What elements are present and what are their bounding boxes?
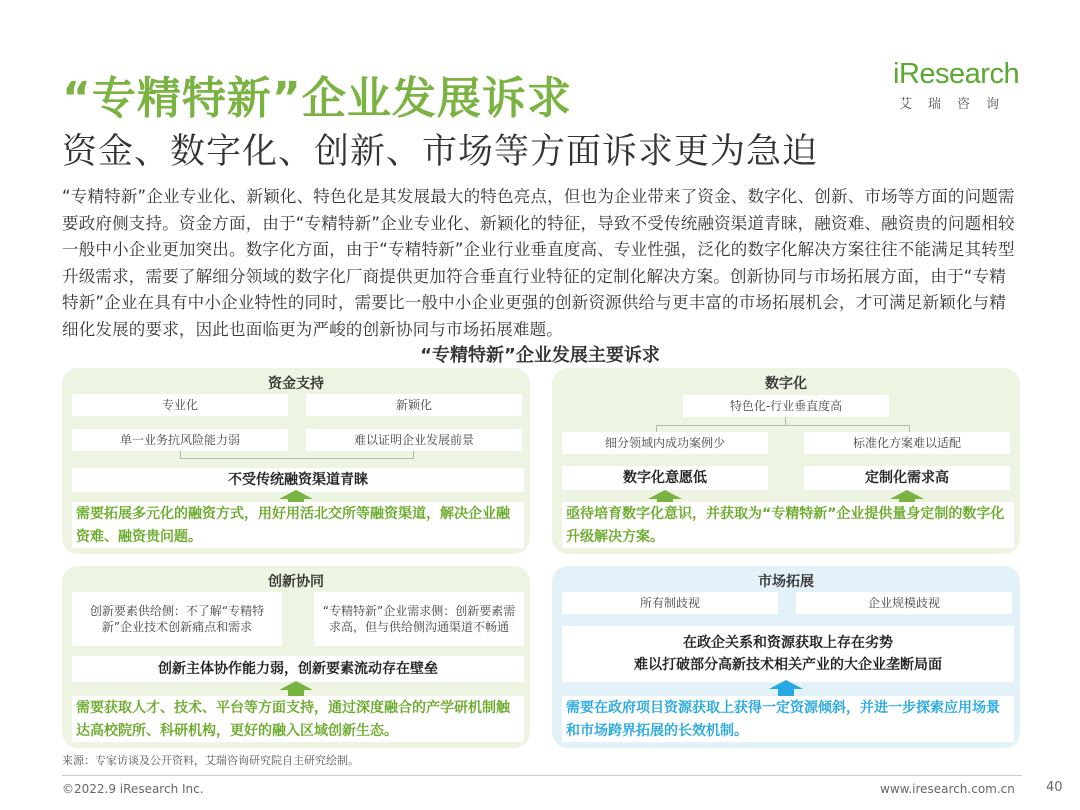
logo-letter-i: i xyxy=(893,58,899,90)
market-note: 需要在政府项目资源获取上获得一定资源倾斜，并进一步探索应用场景和市场跨界拓展的长效机制。 xyxy=(566,700,1000,739)
funding-note-box xyxy=(72,502,524,548)
panel-innovation-title: 创新协同 xyxy=(268,574,324,590)
market-result-box xyxy=(562,626,1014,682)
digital-result-low-willingness: 数字化意愿低 xyxy=(562,466,768,490)
digital-connector-stem xyxy=(785,417,786,425)
panel-innovation xyxy=(62,566,530,748)
funding-result-box: 不受传统融资渠道青睐 xyxy=(72,468,524,492)
market-result-line1: 在政企关系和资源获取上存在劣势 xyxy=(683,632,893,654)
innovation-note: 需要获取人才、技术、平台等方面支持，通过深度融合的产学研机制触达高校院所、科研机构，更好的融入区域创新生态。 xyxy=(76,700,510,739)
funding-box-novelty: 新颖化 xyxy=(306,394,522,416)
logo-chinese: 艾瑞咨询 xyxy=(899,97,1016,112)
panel-digital-title: 数字化 xyxy=(765,376,807,392)
panel-digital xyxy=(552,368,1020,554)
logo-wordmark xyxy=(893,58,1023,91)
panel-funding-title: 资金支持 xyxy=(268,376,324,392)
innovation-result-box: 创新主体协作能力弱，创新要素流动存在壁垒 xyxy=(72,656,524,682)
funding-box-single-business: 单一业务抗风险能力弱 xyxy=(72,429,288,451)
page-subtitle: 资金、数字化、创新、市场等方面诉求更为急迫 xyxy=(62,132,819,172)
funding-connector xyxy=(180,451,414,459)
digital-box-verticality: 特色化-行业垂直度高 xyxy=(683,395,889,417)
panel-funding xyxy=(62,368,530,554)
digital-connector-top xyxy=(656,425,910,432)
funding-box-prospect: 难以证明企业发展前景 xyxy=(306,429,522,451)
footer-divider xyxy=(62,775,1022,776)
page-title: “专精特新”企业发展诉求 xyxy=(62,73,572,124)
market-note-box xyxy=(562,696,1014,742)
iresearch-logo xyxy=(893,58,1023,124)
innovation-note-box xyxy=(72,696,524,742)
panel-market xyxy=(552,566,1020,748)
logo-brand: Research xyxy=(898,58,1020,90)
digital-box-standard-mismatch: 标准化方案难以适配 xyxy=(804,432,1010,454)
market-box-size-discrimination: 企业规模歧视 xyxy=(796,592,1012,614)
digital-note: 亟待培育数字化意识，并获取为“专精特新”企业提供量身定制的数字化升级解决方案。 xyxy=(566,506,1005,545)
funding-note: 需要拓展多元化的融资方式，用好用活北交所等融资渠道，解决企业融资难、融资贵问题。 xyxy=(76,506,510,545)
digital-box-few-cases: 细分领域内成功案例少 xyxy=(562,432,768,454)
website-link[interactable]: www.iresearch.com.cn xyxy=(880,782,1015,796)
digital-note-box xyxy=(562,502,1014,548)
source-note: 来源：专家访谈及公开资料，艾瑞咨询研究院自主研究绘制。 xyxy=(62,754,359,767)
funding-box-specialization: 专业化 xyxy=(72,394,288,416)
section-title: “专精特新”企业发展主要诉求 xyxy=(420,345,660,366)
innovation-box-supply-side: 创新要素供给侧：不了解“专精特新”企业技术创新痛点和需求 xyxy=(72,592,282,646)
panel-market-title: 市场拓展 xyxy=(758,574,814,590)
innovation-box-demand-side: “专精特新”企业需求侧：创新要素需求高，但与供给侧沟通渠道不畅通 xyxy=(314,592,524,646)
market-result-line2: 难以打破部分高新技术相关产业的大企业垄断局面 xyxy=(634,654,942,676)
page-number: 40 xyxy=(1046,780,1063,795)
intro-paragraph: “专精特新”企业专业化、新颖化、特色化是其发展最大的特色亮点，但也为企业带来了资金、数字化、创新、市场等方面的问题需要政府侧支持。资金方面，由于“专精特新”企业专业化、新颖化的特征，导致不受传统融资渠道青睐，融资难、融资贵的问题相较一般中小企业更加突出。数字化方面，由于“专精特新”企业行业垂直度高、专业性强，泛化的数字化解决方案往往不能满足其转型升级需求，需要了解细分领域的数字化厂商提供更加符合垂直行业特征的定制化解决方案。创新协同与市场拓展方面，由于“专精特新”企业在具有中小企业特性的同时，需要比一般中小企业更强的创新资源供给与更丰富的市场拓展机会，才可满足新颖化与精细化发展的要求，因此也面临更为严峻的创新协同与市场拓展难题。 xyxy=(62,187,1015,339)
digital-result-custom-demand: 定制化需求高 xyxy=(804,466,1010,490)
copyright: ©2022.9 iResearch Inc. xyxy=(62,782,204,796)
market-box-ownership-discrimination: 所有制歧视 xyxy=(562,592,778,614)
